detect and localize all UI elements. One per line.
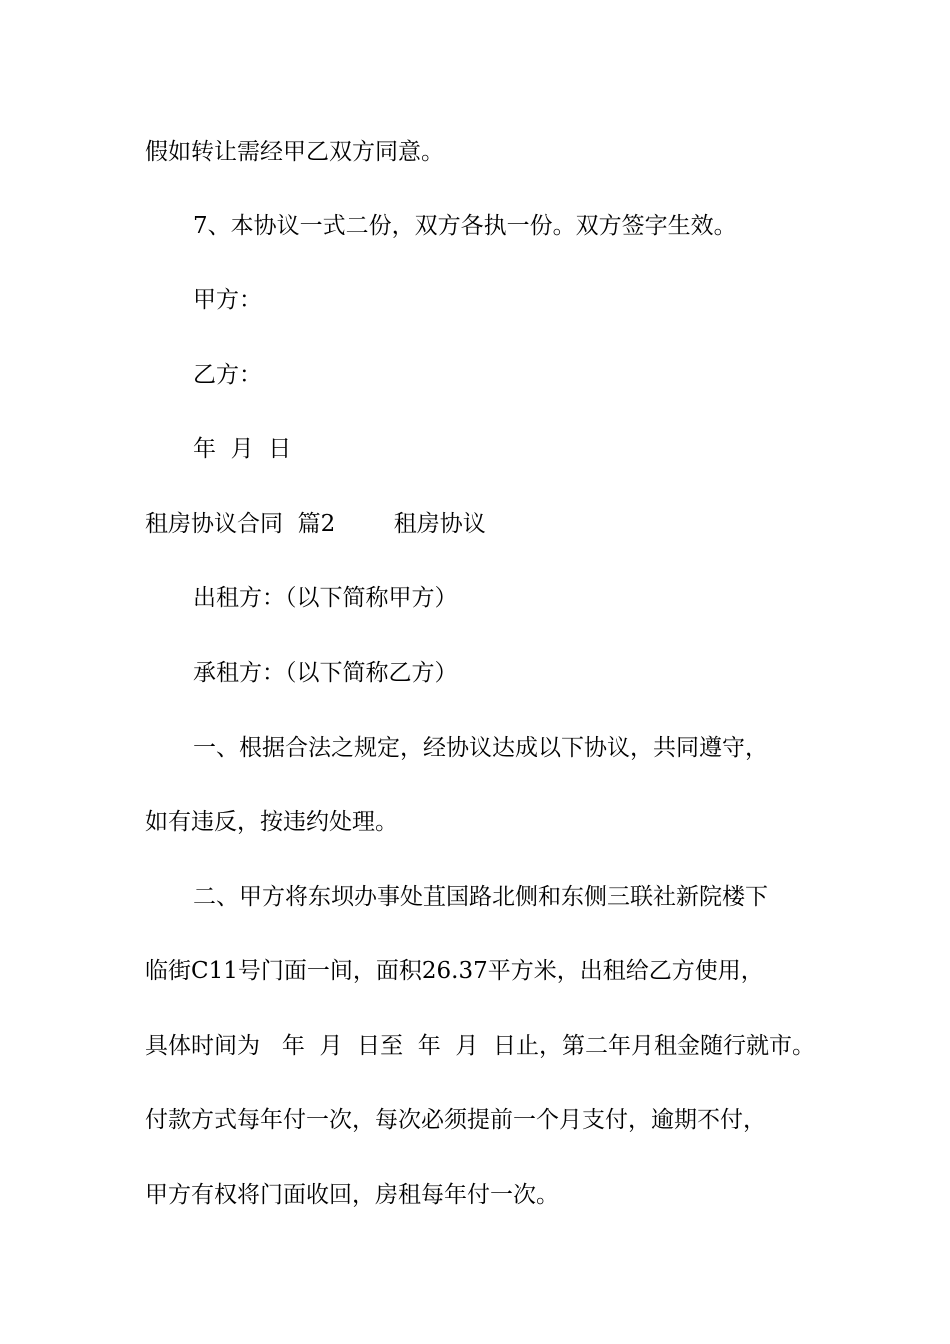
lessee-line: 承租方：（以下简称乙方） xyxy=(193,660,458,686)
paragraph-line: 具体时间为 年 月 日至 年 月 日止，第二年月租金随行就市。 xyxy=(145,1033,816,1059)
paragraph-line: 如有违反，按违约处理。 xyxy=(145,809,398,835)
paragraph-line: 7、本协议一式二份，双方各执一份。双方签字生效。 xyxy=(193,213,737,239)
paragraph-line: 甲方有权将门面收回，房租每年付一次。 xyxy=(145,1182,559,1208)
paragraph-line: 二、甲方将东坝办事处苴国路北侧和东侧三联社新院楼下 xyxy=(193,884,768,910)
lessor-line: 出租方：（以下简称甲方） xyxy=(193,585,458,611)
paragraph-line: 付款方式每年付一次，每次必须提前一个月支付，逾期不付， xyxy=(145,1107,766,1133)
paragraph-line: 一、根据合法之规定，经协议达成以下协议，共同遵守， xyxy=(193,735,768,761)
paragraph-line: 临街C11号门面一间，面积26.37平方米，出租给乙方使用， xyxy=(145,958,764,984)
paragraph-line: 假如转让需经甲乙双方同意。 xyxy=(145,139,444,165)
party-b-label: 乙方： xyxy=(193,362,262,388)
section-heading: 租房协议合同 篇2 租房协议 xyxy=(145,511,486,537)
date-line: 年 月 日 xyxy=(193,436,292,462)
party-a-label: 甲方： xyxy=(193,287,262,313)
